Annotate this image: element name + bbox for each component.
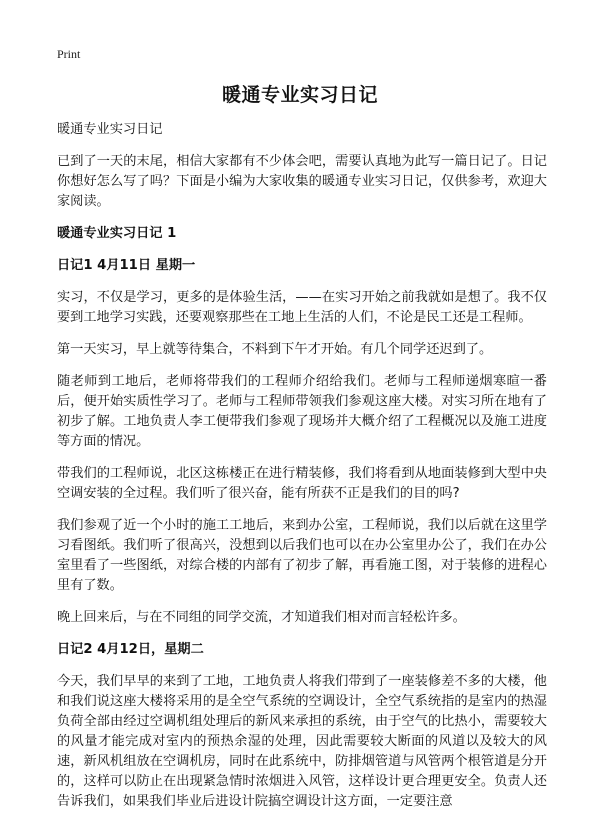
document-title: 暖通专业实习日记 [221, 84, 378, 106]
section1-heading [57, 224, 547, 244]
diary2-heading [57, 640, 547, 660]
document-subtitle: 暖通专业实习日记 [57, 122, 163, 137]
section1-heading-text: 暖通专业实习日记 1 [57, 226, 177, 241]
diary2-heading-text: 日记2 4月12日，星期二 [57, 642, 204, 657]
diary1-paragraph-1: 实习，不仅是学习，更多的是体验生活，——在实习开始之前我就如是想了。我不仅要到工地学习实践，还要观察那些在工地上生活的人们，不论是民工还是工程师。 [57, 290, 547, 325]
diary1-paragraph-3: 随老师到工地后，老师将带我们的工程师介绍给我们。老师与工程师递烟寒暄一番后，便开始实质性学习了。老师与工程师带领我们参观这座大楼。对实习所在地有了初步了解。工地负责人李工便带我们参观了现场并大概介绍了工程概况以及施工进度等方面的情况。 [57, 374, 547, 449]
diary1-paragraph-2: 第一天实习，早上就等待集合，不料到下午才开始。有几个同学还迟到了。 [57, 342, 493, 357]
print-label: Print [57, 47, 81, 61]
document-body [57, 120, 547, 824]
diary1-paragraph-4: 带我们的工程师说，北区这栋楼正在进行精装修，我们将看到从地面装修到大型中央空调安装的全过程。我们听了很兴奋，能有所获不正是我们的目的吗? [57, 466, 547, 501]
diary1-heading [57, 256, 547, 276]
diary1-paragraph-6: 晚上回来后，与在不同组的同学交流，才知道我们相对而言轻松许多。 [57, 610, 466, 625]
diary1-heading-text: 日记1 4月11日 星期一 [57, 258, 196, 273]
diary1-paragraph-5: 我们参观了近一个小时的施工工地后，来到办公室，工程师说，我们以后就在这里学习看图纸。我们听了很高兴，没想到以后我们也可以在办公室里办公了，我们在办公室里看了一些图纸，对综合楼的内部有了初步了解，再看施工图，对于装修的进程心里有了数。 [57, 518, 547, 593]
diary2-paragraph-1: 今天，我们早早的来到了工地，工地负责人将我们带到了一座装修差不多的大楼，他和我们说这座大楼将采用的是全空气系统的空调设计，全空气系统指的是室内的热湿负荷全部由经过空调机组处理后的新风来承担的系统，由于空气的比热小，需要较大的风量才能完成对室内的预热余湿的处理，因此需要较大断面的风道以及较大的风速，新风机组放在空调机房，同时在此系统中，防排烟管道与风管两个根管道是分开的，这样可以防止在出现紧急情时浓烟进入风管，这样设计更合理更安全。负责人还告诉我们，如果我们毕业后进设计院搞空调设计这方面，一定要注意 [57, 674, 547, 809]
intro-paragraph: 已到了一天的末尾，相信大家都有不少体会吧，需要认真地为此写一篇日记了。日记你想好怎么写了吗？下面是小编为大家收集的暖通专业实习日记，仅供参考，欢迎大家阅读。 [57, 154, 547, 209]
